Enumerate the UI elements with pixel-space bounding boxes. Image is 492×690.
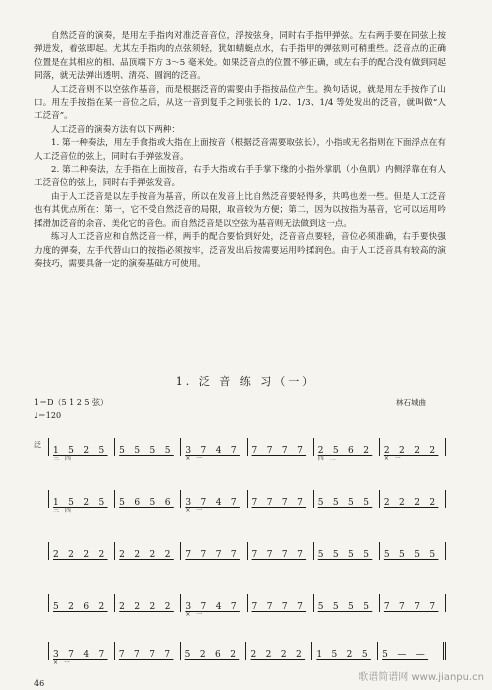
measure-notes: 2 2 2 2 xyxy=(250,650,306,660)
measure-notes: 5 5 5 5 xyxy=(317,602,373,612)
measure-notes: 2 2 2 2 xyxy=(119,602,174,612)
measure xyxy=(314,438,380,462)
measure xyxy=(314,542,380,560)
measure xyxy=(48,642,115,666)
measure xyxy=(181,594,247,618)
measure-notes: 7 7 7 7 xyxy=(383,602,439,612)
measure xyxy=(312,642,378,660)
fingering: × 一 xyxy=(185,611,205,618)
measure xyxy=(115,542,181,560)
paragraph: 练习人工泛音应和自然泛音一样，两手的配合要恰到好处，泛音音点要轻，音位必须准确，右手要快强力度的弹奏，左手代替山口的按指必须按牢，泛音发出后按需要运用吟揉润色。由于人工泛音具有较高的演奏技巧，需要具备一定的演奏基础方可使用。 xyxy=(34,232,446,269)
measure-notes: 1 5 2 5 xyxy=(53,446,108,456)
watermark: 歌谱简谱网 www.jianpu.cn xyxy=(358,672,484,683)
measures xyxy=(48,594,446,616)
measure xyxy=(181,490,247,514)
measures xyxy=(48,642,446,664)
harmonic-symbol: 泛 xyxy=(34,441,41,449)
measure-notes: 1 5 2 5 xyxy=(53,498,108,508)
measure xyxy=(380,438,446,462)
measure xyxy=(181,642,247,660)
score-row xyxy=(34,480,446,526)
measure xyxy=(314,594,380,612)
measure-notes: 5 5 5 5 xyxy=(317,550,373,560)
paragraph: 人工泛音则不以空弦作基音，而是根据泛音的需要由手指按品位产生。换句话说，就是用左手按作了山口。用左手按指在某一音位之后，从这一音到复手之间张长的 1/2、1/3、1/4 等处发出的泛音，就叫做“人工泛音”。 xyxy=(34,84,446,122)
measures xyxy=(48,542,446,564)
measure xyxy=(48,542,115,560)
measure xyxy=(115,490,181,508)
fingering: 三 四 xyxy=(53,455,73,462)
measure xyxy=(48,490,115,514)
paragraph: 人工泛音的演奏方法有以下两种： xyxy=(51,124,180,135)
measure xyxy=(380,490,446,508)
measure xyxy=(248,542,314,560)
page-number: 46 xyxy=(34,679,45,688)
fingering: × 一 xyxy=(185,507,205,514)
measure xyxy=(314,490,380,508)
measure xyxy=(248,594,314,612)
measure xyxy=(48,438,115,462)
fingering: × 一 xyxy=(185,455,205,462)
measure xyxy=(181,438,247,462)
score-row xyxy=(34,584,446,630)
measure-notes: 7 7 7 7 xyxy=(251,602,307,612)
measure xyxy=(248,490,314,508)
measure-notes: 5 5 5 5 xyxy=(119,446,174,456)
measure-notes: 3 7 4 7 xyxy=(185,602,240,612)
measure-notes: 7 7 7 7 xyxy=(251,550,307,560)
score-row xyxy=(34,428,446,474)
paragraph: 1. 第一种奏法，用左手食指或大指在上面按音（根据泛音需要取弦长），小指或无名指则在下面浮点在有人工泛音位的弦上，同时右手弹弦发音。 xyxy=(34,138,446,162)
measure xyxy=(115,594,181,612)
paragraph: 自然泛音的演奏，是用左手指肉对准泛音音位，浮按弦身，同时右手指甲弹弦。左右两手要在同弦上按弹进发，着弦即起。尤其左手指肉的点弦须轻，犹如蜻蜓点水，右手指甲的弹弦则可稍重些。泛音点的正确位置是在其相应的相、品顶端下方 3～5 毫米处。如果泛音点的位置不够正确，或左右手的配合没有做到同起同落，就无法弹出透明、清亮、圆润的泛音。 xyxy=(34,31,446,82)
intro-text xyxy=(34,30,446,271)
measure-notes: 5 2 6 2 xyxy=(53,602,108,612)
measure-notes: 3 7 4 7 xyxy=(185,446,240,456)
measure-notes: 3 7 4 7 xyxy=(185,498,240,508)
paragraph: 由于人工泛音是以左手按音为基音，所以在发音上比自然泛音要轻得多，共鸣也差一些。但是人工泛音也有其优点所在：第一，它不受自然泛音的局限，取音较为方便；第二，因为以按指为基音，它可以运用吟揉滑加泛音的余音、美化它的音色。而自然泛音是以空弦为基音则无法做到这一点。 xyxy=(34,191,446,229)
measure xyxy=(115,642,181,660)
measure xyxy=(248,438,314,456)
measure-notes: 1 5 2 5 xyxy=(316,650,371,660)
measure-notes: 2 2 2 2 xyxy=(53,550,108,560)
measure-notes: 7 7 7 7 xyxy=(118,650,174,660)
measure-notes: 7 7 7 7 xyxy=(251,446,307,456)
measure xyxy=(378,642,446,660)
measure-notes: 7 7 7 7 xyxy=(185,550,240,560)
measure-notes: 2 2 2 2 xyxy=(383,446,439,456)
measure xyxy=(380,594,446,612)
measure xyxy=(115,438,181,456)
measure xyxy=(246,642,312,660)
score-row xyxy=(34,532,446,578)
composer: 林石城曲 xyxy=(396,398,426,407)
measure-notes: 3 7 4 7 xyxy=(53,650,108,660)
measure xyxy=(181,542,247,560)
measure-notes: 5 2 6 2 xyxy=(184,650,240,660)
tempo-marking: ♩＝120 xyxy=(34,411,62,420)
measure-notes: 5 5 5 5 xyxy=(317,498,373,508)
fingering: × 一 xyxy=(383,455,403,462)
measure-notes: 2 2 2 2 xyxy=(383,498,439,508)
measure-notes: 7 7 7 7 xyxy=(251,498,307,508)
measure-notes: 5 — — xyxy=(382,650,429,660)
fingering: 三 四 xyxy=(53,507,73,514)
measure-notes: 5 6 5 6 xyxy=(119,498,174,508)
measure-notes: 5 5 5 5 xyxy=(383,550,439,560)
measure-notes: 2 5 6 2 xyxy=(317,446,373,456)
fingering: × 一 xyxy=(53,659,72,666)
measure xyxy=(48,594,115,612)
paragraph: 2. 第二种奏法，左手指在上面按音，右手大指或右手手掌下缘的小指外掌肌（小鱼肌）内侧浮靠在有人工泛音位的弦上，同时右手弹弦发音。 xyxy=(34,165,446,189)
exercise-title: 1. 泛 音 练 习（一） xyxy=(175,375,317,388)
measures xyxy=(48,438,446,460)
key-signature: 1＝D（5 1 2 5 弦） xyxy=(34,398,109,407)
measure xyxy=(380,542,446,560)
fingering: 四 二 xyxy=(317,455,338,462)
measure-notes: 2 2 2 2 xyxy=(119,550,174,560)
measures xyxy=(48,490,446,512)
